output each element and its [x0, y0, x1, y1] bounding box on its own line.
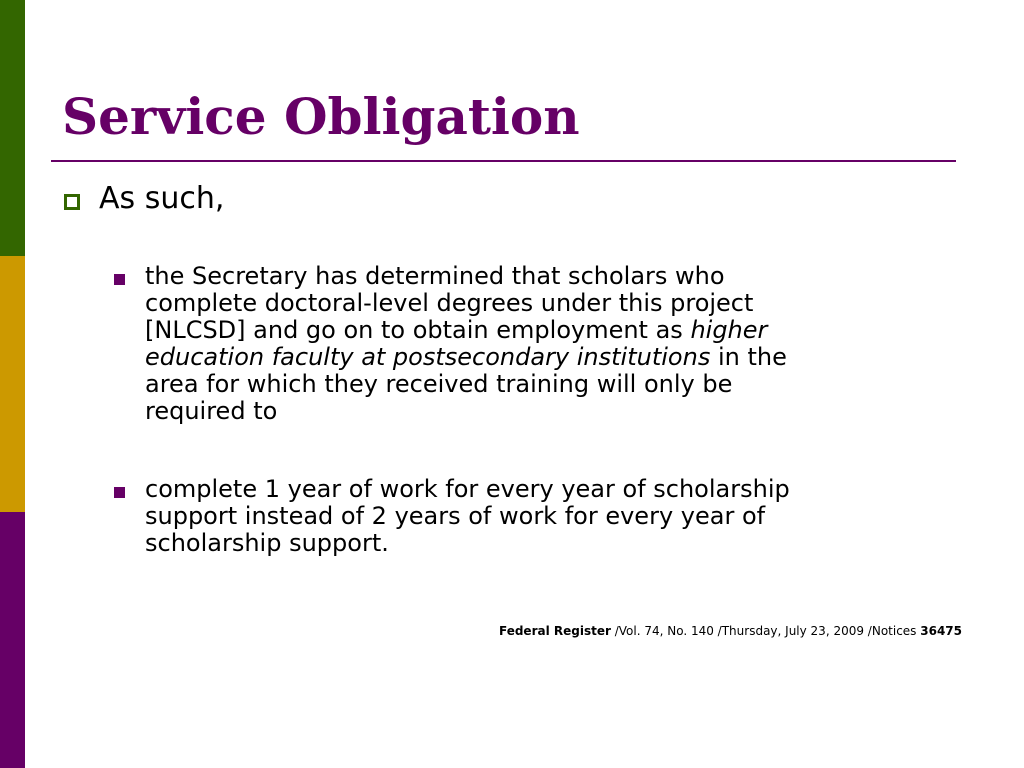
filled-square-bullet-icon [114, 274, 125, 285]
citation-details: /Vol. 74, No. 140 /Thursday, July 23, 2009 /Notices [610, 624, 921, 638]
bullet-text-italic: higher education faculty at postsecondary institutions [145, 316, 768, 371]
bullet-level2-second-text: complete 1 year of work for every year of scholarship support instead of 2 years of work for every year of scholarship support. [145, 475, 790, 557]
hollow-square-bullet-icon [64, 194, 80, 210]
citation-page: 36475 [920, 624, 962, 638]
side-strip-purple [0, 512, 25, 768]
bullet-text-regular: in the area for which they received training will only be required to [145, 343, 787, 425]
side-strip-gold [0, 256, 25, 512]
bullet-level2-second [114, 476, 934, 557]
title-divider [51, 160, 956, 162]
citation-source: Federal Register [498, 624, 611, 638]
bullet-level2-first [114, 263, 934, 425]
bullet-text-regular: the Secretary has determined that scholars who complete doctoral-level degrees under this project [NLCSD] and go on to obtain employment as [145, 262, 754, 344]
bullet-level1 [64, 179, 224, 219]
citation [499, 623, 962, 639]
slide-title: Service Obligation [62, 87, 580, 146]
filled-square-bullet-icon [114, 487, 125, 498]
bullet-level2-first-text [145, 263, 787, 425]
side-strip-green [0, 0, 25, 256]
bullet-level1-text: As such, [99, 181, 225, 216]
